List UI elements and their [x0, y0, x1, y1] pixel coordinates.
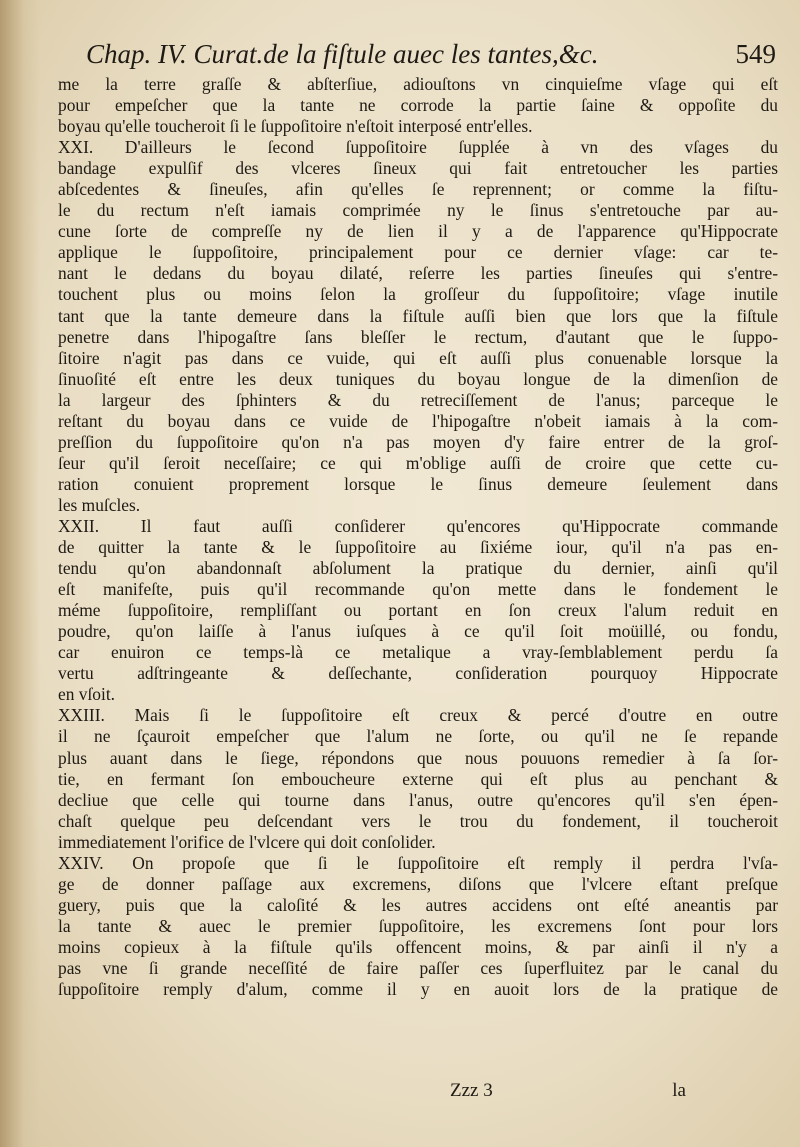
running-header: [86, 34, 776, 74]
text-line: cune ſorte de compreſſe ny de lien il y a de l'apparence qu'Hippocrate: [58, 221, 778, 242]
text-line: XXI. D'ailleurs le ſecond ſuppoſitoire ſupplée à vn des vſages du: [58, 137, 778, 158]
text-line: preſſion du ſuppoſitoire qu'on n'a pas moyen d'y faire entrer de la groſ-: [58, 431, 778, 452]
binding-shadow: [0, 0, 40, 1147]
text-line: ſeur qu'il ſeroit neceſſaire; ce qui m'oblige auſſi de croire que cette cu-: [58, 452, 778, 473]
text-line: pour empeſcher que la tante ne corrode la partie ſaine & oppoſite du: [58, 95, 778, 116]
text-line: le du rectum n'eſt iamais comprimée ny le ſinus s'entretouche par au-: [58, 200, 778, 221]
text-line: guery, puis que la caloſité & les autres accidens ont eſté aneantis par: [58, 894, 778, 915]
text-line: pas vne ſi grande neceſſité de faire paſſer ces ſuperfluitez par le canal du: [58, 957, 778, 978]
text-line: tendu qu'on abandonnaſt abſolument la pratique du dernier, ainſi qu'il: [58, 558, 778, 579]
text-line: en vſoit.: [58, 684, 115, 705]
text-line: boyau qu'elle toucheroit ſi le ſuppoſitoire n'eſtoit interposé entr'elles.: [58, 116, 533, 137]
text-line: XXIII. Mais ſi le ſuppoſitoire eſt creux & percé d'outre en outre: [58, 705, 778, 726]
text-line: tie, en fermant ſon emboucheure externe qui eſt plus au penchant &: [58, 768, 778, 789]
text-line: penetre dans l'hipogaſtre ſans bleſſer le rectum, d'autant que le ſuppo-: [58, 326, 778, 347]
text-line: ſinuoſité eſt entre les deux tuniques du boyau longue de la dimenſion de: [58, 368, 778, 389]
text-line: moins copieux à la fiſtule qu'ils offencent moins, & par ainſi il n'y a: [58, 936, 778, 957]
text-line: tant que la tante demeure dans la fiſtule auſſi bien que lors que la fiſtule: [58, 305, 778, 326]
text-line: plus auant dans le ſiege, répondons que nous pouuons remedier à ſa ſor-: [58, 747, 778, 768]
text-line: immediatement l'orifice de l'vlcere qui doit conſolider.: [58, 831, 436, 852]
text-line: car enuiron ce temps-là ce metalique a vray-ſemblablement perdu ſa: [58, 642, 778, 663]
text-line: les muſcles.: [58, 494, 141, 515]
text-line: bandage expulſif des vlceres ſineux qui fait entretoucher les parties: [58, 158, 778, 179]
body-text: [58, 74, 778, 1000]
text-line: la tante & auec le premier ſuppoſitoire, les excremens ſont pour lors: [58, 915, 778, 936]
page-number: 549: [735, 39, 776, 69]
text-line: la largeur des ſphinters & du retreciſſement de l'anus; parceque le: [58, 389, 778, 410]
text-line: il ne ſçauroit empeſcher que l'alum ne ſorte, ou qu'il ne ſe repande: [58, 726, 778, 747]
text-line: ration conuient proprement lorsque le ſinus demeure ſeulement dans: [58, 473, 778, 494]
text-line: méme ſuppoſitoire, rempliſſant ou portant en ſon creux l'alum reduit en: [58, 600, 778, 621]
text-line: de quitter la tante & le ſuppoſitoire au ſixiéme iour, qu'il n'a pas en-: [58, 537, 778, 558]
catchword: la: [672, 1080, 686, 1101]
text-line: vertu adſtringeante & deſſechante, conſideration pourquoy Hippocrate: [58, 663, 778, 684]
text-line: ſitoire n'agit pas dans ce vuide, qui eſt auſſi plus conuenable lorsque la: [58, 347, 778, 368]
text-line: ge de donner paſſage aux excremens, diſons que l'vlcere eſtant preſque: [58, 873, 778, 894]
page-footer: [450, 1080, 700, 1110]
text-line: XXII. Il faut auſſi conſiderer qu'encores qu'Hippocrate commande: [58, 515, 778, 536]
text-line: nant le dedans du boyau dilaté, reſerre les parties ſineuſes qui s'entre-: [58, 263, 778, 284]
text-line: applique le ſuppoſitoire, principalement pour ce dernier vſage: car te-: [58, 242, 778, 263]
text-line: me la terre graſſe & abſterſiue, adiouſtons vn cinquieſme vſage qui eſt: [58, 74, 778, 94]
text-line: eſt manifeſte, puis qu'il recommande qu'on mette dans le fondement le: [58, 579, 778, 600]
text-line: poudre, qu'on laiſſe à l'anus iuſques à ce qu'il ſoit moüillé, ou fondu,: [58, 621, 778, 642]
signature-mark: Zzz 3: [450, 1080, 493, 1101]
text-line: XXIV. On propoſe que ſi le ſuppoſitoire eſt remply il perdra l'vſa-: [58, 852, 778, 873]
text-line: decliue que celle qui tourne dans l'anus, outre qu'encores qu'il s'en épen-: [58, 789, 778, 810]
text-line: chaſt quelque peu deſcendant vers le trou du fondement, il toucheroit: [58, 810, 778, 831]
text-line: ſuppoſitoire remply d'alum, comme il y en auoit lors de la pratique de: [58, 979, 778, 1000]
text-line: abſcedentes & ſineuſes, afin qu'elles ſe reprennent; or comme la fiſtu-: [58, 179, 778, 200]
text-line: reſtant du boyau dans ce vuide de l'hipogaſtre n'obeit iamais à la com-: [58, 410, 778, 431]
running-title: Chap. IV. Curat.de la fiſtule auec les tantes,&c.: [86, 39, 599, 69]
text-line: touchent plus ou moins ſelon la groſſeur du ſuppoſitoire; vſage inutile: [58, 284, 778, 305]
